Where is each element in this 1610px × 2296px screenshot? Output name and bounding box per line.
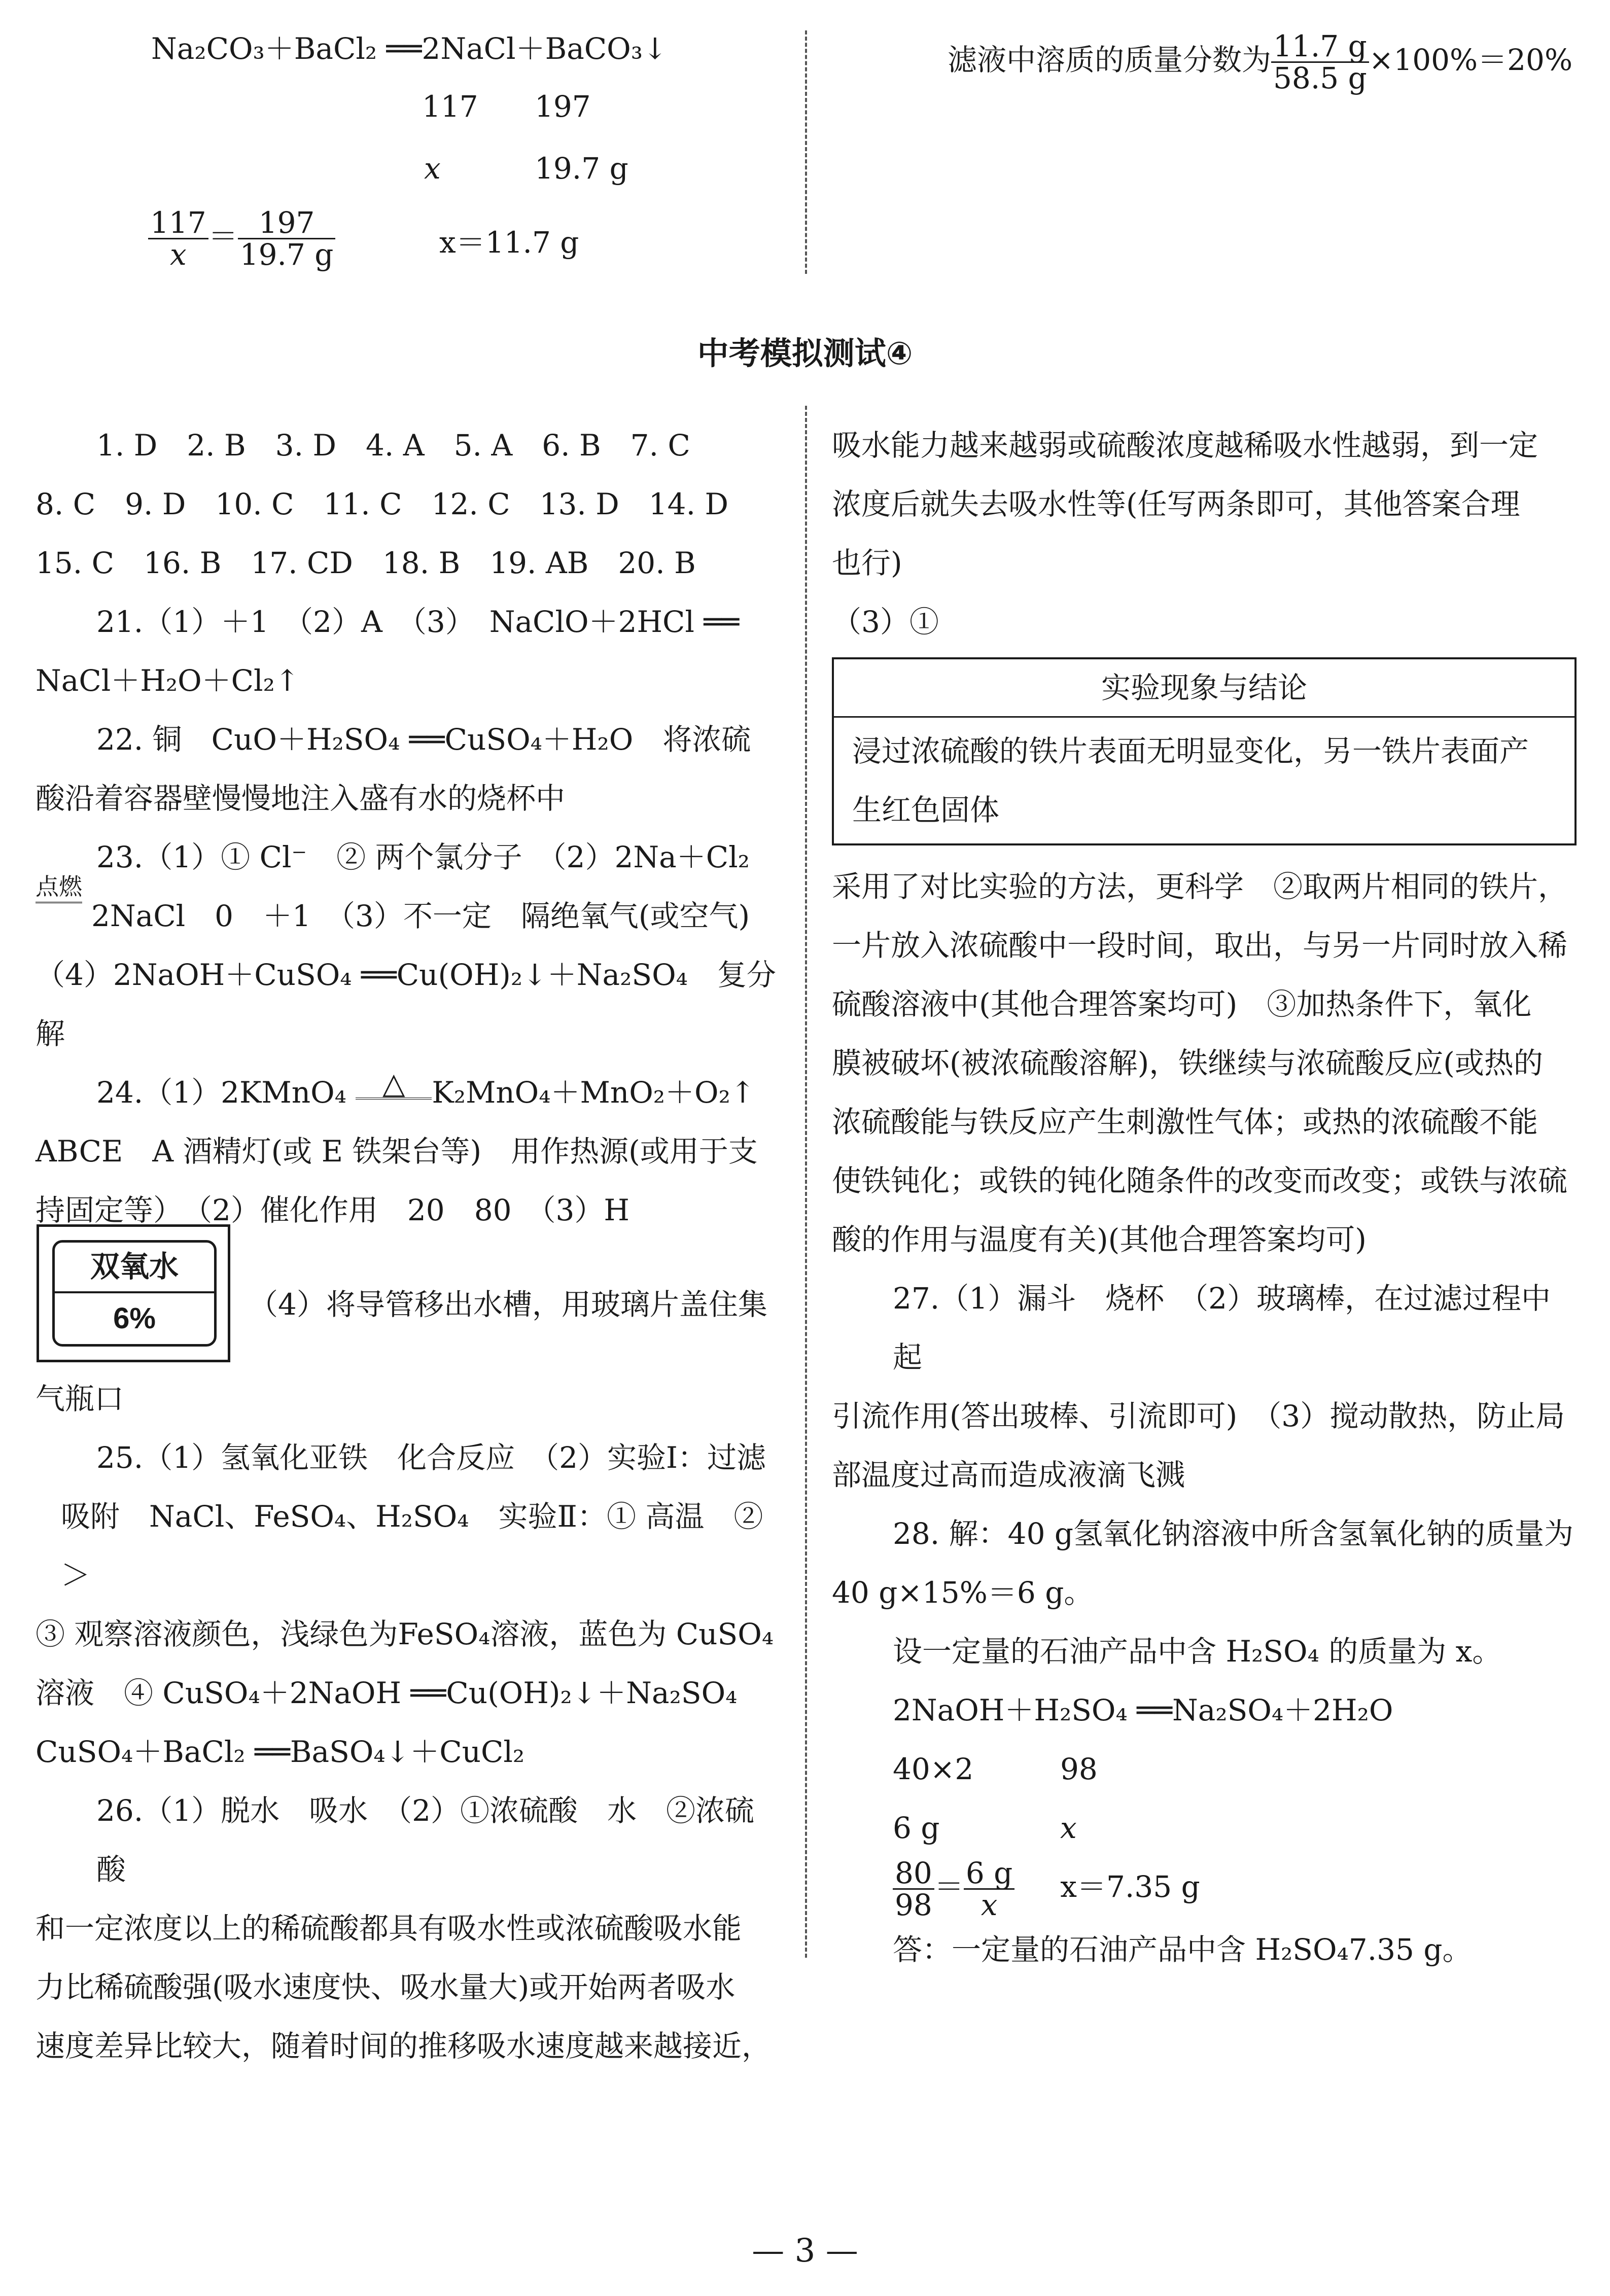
q28-line-1: 28. 解：40 g氢氧化钠溶液中所含氢氧化钠的质量为	[893, 1516, 1574, 1551]
fraction-117-x: $\frac{117}{x}$	[148, 207, 208, 270]
page-number: — 3 —	[752, 2232, 858, 2270]
table-cell	[834, 718, 1574, 843]
mass-fraction: 滤液中溶质的质量分数为 $\frac{11.7 g}{58.5 g}$ ×100%＝20%	[948, 29, 1573, 96]
top-divider	[805, 30, 807, 274]
fraction-80-98: $\frac{80}{98}$	[893, 1858, 934, 1920]
q28-equation: 2NaOH＋H₂SO₄ ══Na₂SO₄＋2H₂O	[893, 1693, 1393, 1727]
q26-line-3: 力比稀硫酸强(吸水速度快、吸水量大)或开始两者吸水	[36, 1970, 736, 2004]
q21-line-2: NaCl＋H₂O＋Cl₂↑	[36, 663, 300, 698]
q24-line-1: 24.（1）2KMnO₄ △ K₂MnO₄＋MnO₂＋O₂↑	[96, 1066, 755, 1110]
ratio-x: x	[424, 151, 441, 186]
fraction-197-19-7: $\frac{197}{19.7 g}$	[238, 207, 336, 270]
q27-line-1: 27.（1）漏斗 烧杯 （2）玻璃棒，在过滤过程中起	[893, 1281, 1551, 1374]
table-cell-line-1: 浸过浓硫酸的铁片表面无明显变化，另一铁片表面产	[852, 734, 1529, 768]
reagent-name: 双氧水	[55, 1243, 214, 1293]
q28-answer: 答：一定量的石油产品中含 H₂SO₄7.35 g。	[893, 1932, 1472, 1967]
mc-answers-2: 8. C 9. D 10. C 11. C 12. C 13. D 14. D	[36, 487, 728, 521]
main-divider	[805, 406, 807, 1958]
reagent-label-inner	[52, 1240, 217, 1347]
q26-right-7: 硫酸溶液中(其他合理答案均可) ③加热条件下，氧化	[832, 987, 1532, 1021]
q24-line-3: 持固定等） （2）催化作用 20 80 （3）H	[36, 1193, 629, 1227]
reagent-label	[37, 1224, 230, 1362]
q24-line-2: ABCE A 酒精灯(或 E 铁架台等) 用作热源(或用于支	[36, 1134, 758, 1169]
right-column-cont	[832, 857, 1578, 1979]
q26-right-2: 浓度后就失去吸水性等(任写两条即可，其他答案合理	[832, 487, 1520, 521]
top-result: x＝11.7 g	[439, 225, 579, 260]
q21-line-1: 21.（1）＋1 （2）A （3） NaClO＋2HCl ══	[96, 605, 740, 639]
q26-right-9: 浓硫酸能与铁反应产生刺激性气体；或热的浓硫酸不能	[832, 1105, 1538, 1139]
q26-line-2: 和一定浓度以上的稀硫酸都具有吸水性或浓硫酸吸水能	[36, 1911, 742, 1946]
q27-line-3: 部温度过高而造成液滴飞溅	[832, 1458, 1185, 1492]
q24-line-4: （4）将导管移出水槽，用玻璃片盖住集	[249, 1287, 767, 1322]
condition-ignite: 点燃	[36, 871, 82, 903]
q22-line-2: 酸沿着容器壁慢慢地注入盛有水的烧杯中	[36, 781, 566, 816]
q23-line-3: （4）2NaOH＋CuSO₄ ══Cu(OH)₂↓＋Na₂SO₄ 复分解	[36, 958, 776, 1051]
q26-right-1: 吸水能力越来越弱或硫酸浓度越稀吸水性越弱，到一定	[832, 428, 1538, 463]
fraction-11-7-58-5: $\frac{11.7 g}{58.5 g}$	[1271, 31, 1369, 93]
q26-right-3: 也行)	[832, 546, 902, 580]
q26-line-1: 26.（1）脱水 吸水 （2）①浓硫酸 水 ②浓硫酸	[96, 1793, 755, 1887]
q28-line-3: 设一定量的石油产品中含 H₂SO₄ 的质量为 x。	[893, 1634, 1502, 1669]
ratio-197: 197	[535, 89, 591, 124]
top-proportion: $\frac{117}{x}$ ＝ $\frac{197}{19.7 g}$	[148, 207, 335, 270]
reagent-concentration: 6%	[113, 1302, 156, 1335]
q26-right-11: 酸的作用与温度有关)(其他合理答案均可)	[832, 1222, 1367, 1257]
q26-right-10: 使铁钝化；或铁的钝化随条件的改变而改变；或铁与浓硫	[832, 1163, 1568, 1198]
mc-answers-3: 15. C 16. B 17. CD 18. B 19. AB 20. B	[36, 546, 696, 580]
q26-right-6: 一片放入浓硫酸中一段时间，取出，与另一片同时放入稀	[832, 928, 1568, 963]
q25-line-3: ③ 观察溶液颜色，浅绿色为FeSO₄溶液，蓝色为 CuSO₄	[36, 1617, 774, 1651]
ratio-117: 117	[422, 89, 478, 124]
right-column	[832, 416, 1578, 651]
q26-right-4: （3）①	[832, 605, 939, 639]
q28-line-2: 40 g×15%＝6 g。	[832, 1575, 1094, 1610]
section-title: 中考模拟测试④	[697, 336, 913, 371]
q23-line-1: 23.（1）① Cl⁻ ② 两个氯分子 （2）2Na＋Cl₂	[96, 840, 750, 874]
q28-ratio-2: 6 g x	[893, 1811, 1077, 1845]
condition-heat: △	[356, 1069, 432, 1100]
q25-line-1: 25.（1）氢氧化亚铁 化合反应 （2）实验Ⅰ：过滤	[96, 1440, 766, 1475]
result-table	[832, 657, 1577, 845]
mc-answers-1: 1. D 2. B 3. D 4. A 5. A 6. B 7. C	[96, 428, 690, 463]
q28-proportion: $\frac{80}{98}$ ＝ $\frac{6 g}{x}$ x＝7.35 g	[832, 1857, 1578, 1920]
q26-line-4: 速度差异比较大，随着时间的推移吸水速度越来越接近，	[36, 2029, 772, 2063]
q25-line-2: 吸附 NaCl、FeSO₄、H₂SO₄ 实验Ⅱ：① 高温 ② ＞	[61, 1499, 763, 1593]
q26-right-8: 膜被破坏(被浓硫酸溶解)，铁继续与浓硫酸反应(或热的	[832, 1046, 1543, 1080]
table-cell-line-2: 生红色固体	[852, 793, 1000, 827]
q25-line-5: CuSO₄＋BaCl₂ ══BaSO₄↓＋CuCl₂	[36, 1735, 525, 1769]
q23-line-2: 点燃 2NaCl 0 ＋1 （3）不一定 隔绝氧气(或空气)	[36, 887, 781, 945]
q25-line-4: 溶液 ④ CuSO₄＋2NaOH ══Cu(OH)₂↓＋Na₂SO₄	[36, 1676, 738, 1710]
q24-line-5: 气瓶口	[36, 1382, 124, 1416]
q27-line-2: 引流作用(答出玻棒、引流即可) （3）搅动散热，防止局	[832, 1399, 1565, 1433]
q22-line-1: 22. 铜 CuO＋H₂SO₄ ══CuSO₄＋H₂O 将浓硫	[96, 722, 751, 757]
q28-ratio-1: 40×2 98	[893, 1752, 1098, 1786]
q26-right-5: 采用了对比实验的方法，更科学 ②取两片相同的铁片，	[832, 869, 1568, 904]
ratio-19-7g: 19.7 g	[535, 151, 628, 186]
fraction-6g-x: $\frac{6 g}{x}$	[964, 1858, 1014, 1920]
top-equation: Na₂CO₃＋BaCl₂ ══2NaCl＋BaCO₃↓	[151, 31, 668, 66]
table-header: 实验现象与结论	[834, 659, 1574, 718]
